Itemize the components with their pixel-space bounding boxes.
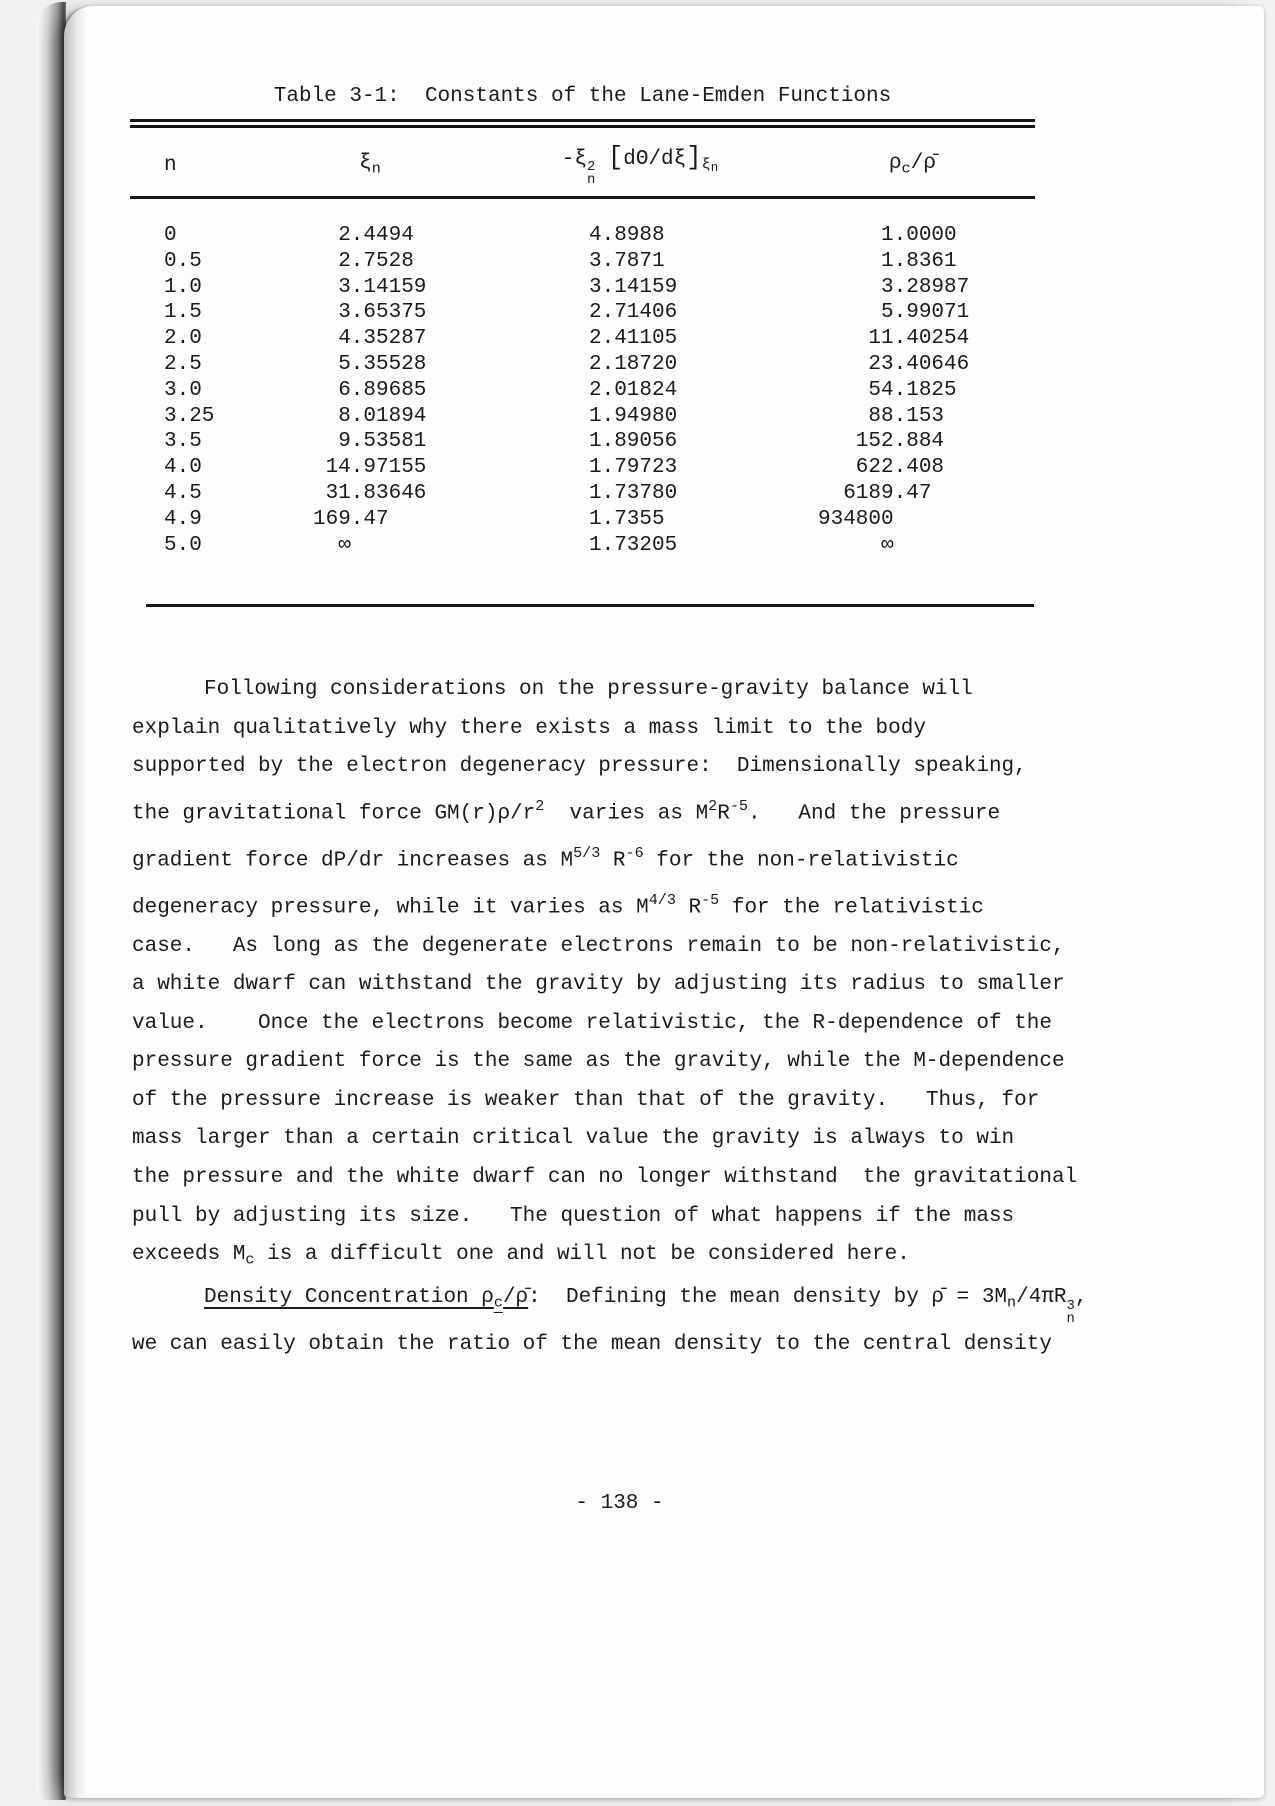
table-cell: 2.01824 <box>589 378 678 402</box>
table-3-1 <box>130 85 1035 607</box>
table-row <box>130 300 1035 326</box>
table-body <box>130 223 1035 558</box>
table-cell: 4.35287 <box>338 327 427 351</box>
table-cell: 5.99071 <box>881 301 970 325</box>
table-cell: 3.0 <box>164 378 202 402</box>
text-line: exceeds $M_c$ is a difficult one and will not be considered here. <box>132 1243 910 1269</box>
table-cell: 3.14159 <box>338 275 427 299</box>
table-cell: 4.8988 <box>589 224 665 247</box>
table-cell: 0.5 <box>164 249 202 273</box>
text-line: Following considerations on the pressure-gravity balance will <box>204 678 973 701</box>
table-top-rule <box>130 119 1035 128</box>
text-line: the gravitational force $GM(r)\rho/r^2$ varies as $M^2R^{-5}$. And the pressure <box>132 796 1001 826</box>
table-cell: 1.8361 <box>881 249 957 273</box>
scanned-page <box>64 6 1264 1798</box>
table-cell: 5.0 <box>164 533 202 557</box>
text-line: pressure gradient force is the same as the gravity, while the M-dependence <box>132 1050 1065 1074</box>
table-cell: 1.73205 <box>589 533 678 557</box>
text-line: supported by the electron degeneracy pressure: Dimensionally speaking, <box>132 755 1027 779</box>
table-cell: 31.83646 <box>325 481 427 505</box>
text-line: value. Once the electrons become relativistic, the R-dependence of the <box>132 1011 1052 1035</box>
text-line: case. As long as the degenerate electrons remain to be non-relativistic, <box>132 934 1065 958</box>
table-cell: 4.5 <box>164 481 202 505</box>
column-header-minus-xi2-dtheta-dxi: -ξ 2 n $[d\Theta/d\xi]_{\xi n}$ <box>561 142 719 189</box>
table-cell: 2.71406 <box>589 301 678 325</box>
table-header-rule <box>130 196 1035 199</box>
table-row <box>130 455 1035 481</box>
table-cell: 9.53581 <box>338 430 427 454</box>
table-cell: 3.65375 <box>338 301 427 325</box>
table-cell: 23.40646 <box>868 352 970 376</box>
text-line: a white dwarf can withstand the gravity by adjusting its radius to smaller <box>132 973 1065 997</box>
table-cell: 6.89685 <box>338 378 427 402</box>
table-cell: 1.89056 <box>589 430 678 454</box>
table-cell: 169.47 <box>313 507 389 531</box>
text-line: gradient force dP/dr increases as $M^{5/3}$ $R^{-6}$ for the non-relativistic <box>132 843 959 872</box>
table-header-row <box>130 140 1035 190</box>
table-cell: 2.18720 <box>589 352 678 376</box>
table-cell: 934800 <box>818 507 894 531</box>
table-row <box>130 249 1035 275</box>
table-cell: 88.153 <box>868 404 945 428</box>
body-text <box>132 671 1142 1365</box>
table-cell: 1.5 <box>164 301 202 325</box>
table-cell: 2.4494 <box>338 224 414 247</box>
table-row <box>130 378 1035 404</box>
table-cell: 14.97155 <box>325 456 427 480</box>
table-row <box>130 429 1035 455</box>
table-cell: 2.5 <box>164 352 202 376</box>
table-row <box>130 404 1035 430</box>
text-line: of the pressure increase is weaker than that of the gravity. Thus, for <box>132 1088 1040 1112</box>
table-cell: 4.9 <box>164 507 202 531</box>
table-cell: 11.40254 <box>868 327 970 351</box>
book-spine-edge <box>36 2 66 1800</box>
table-cell: ∞ <box>881 533 894 557</box>
table-cell: 3.14159 <box>589 275 678 299</box>
table-cell: 2.0 <box>164 327 202 351</box>
text-line: mass larger than a certain critical value the gravity is always to win <box>132 1127 1015 1151</box>
table-cell: 1.0000 <box>881 224 957 247</box>
table-row <box>130 352 1035 378</box>
table-cell: 5.35528 <box>338 352 427 376</box>
table-cell: 1.0 <box>164 275 202 299</box>
table-row <box>130 507 1035 533</box>
table-title: Table 3-1: Constants of the Lane-Emden Functions <box>273 85 892 108</box>
column-header-xi-n: $\xi_n$ <box>359 152 381 178</box>
text-line: we can easily obtain the ratio of the mean density to the central density <box>132 1332 1052 1356</box>
page-number: - 138 - <box>575 1492 664 1515</box>
table-cell: 1.94980 <box>589 404 678 428</box>
table-cell: 3.5 <box>164 430 202 454</box>
table-cell: 54.1825 <box>868 378 957 402</box>
table-cell: 4.0 <box>164 456 202 480</box>
table-cell: ∞ <box>338 533 351 557</box>
table-cell: 1.79723 <box>589 456 678 480</box>
table-row <box>130 275 1035 301</box>
table-row <box>130 223 1035 249</box>
table-cell: 1.73780 <box>589 481 678 505</box>
table-cell: 3.25 <box>164 404 215 428</box>
table-cell: 622.408 <box>855 456 945 480</box>
table-row <box>130 326 1035 352</box>
text-line: Density Concentration $\rho_c/\rhō$: Defining the mean density by ρ̄ = $3M_n/4\pi R$ 3 n , <box>204 1286 1088 1327</box>
table-cell: 3.28987 <box>881 275 970 299</box>
text-line: pull by adjusting its size. The question of what happens if the mass <box>132 1204 1015 1228</box>
column-header-rho-c-over-rho-bar: $\rho_c/\rhō$ <box>889 152 936 178</box>
table-row <box>130 533 1035 559</box>
column-header-n: n <box>164 153 177 177</box>
text-line: degeneracy pressure, while it varies as $M^{4/3}$ $R^{-5}$ for the relativistic <box>132 890 984 919</box>
text-line: explain qualitatively why there exists a mass limit to the body <box>132 716 926 740</box>
table-cell: 1.7355 <box>589 507 665 531</box>
table-cell: 8.01894 <box>338 404 427 428</box>
table-cell: 2.7528 <box>338 249 414 273</box>
table-cell: 2.41105 <box>589 327 678 351</box>
table-cell: 3.7871 <box>589 249 665 273</box>
text-line: the pressure and the white dwarf can no longer withstand the gravitational <box>132 1166 1078 1190</box>
table-row <box>130 481 1035 507</box>
table-bottom-rule <box>146 604 1034 607</box>
table-cell: 0 <box>164 224 177 247</box>
table-cell: 6189.47 <box>843 481 932 505</box>
table-cell: 152.884 <box>855 430 945 454</box>
